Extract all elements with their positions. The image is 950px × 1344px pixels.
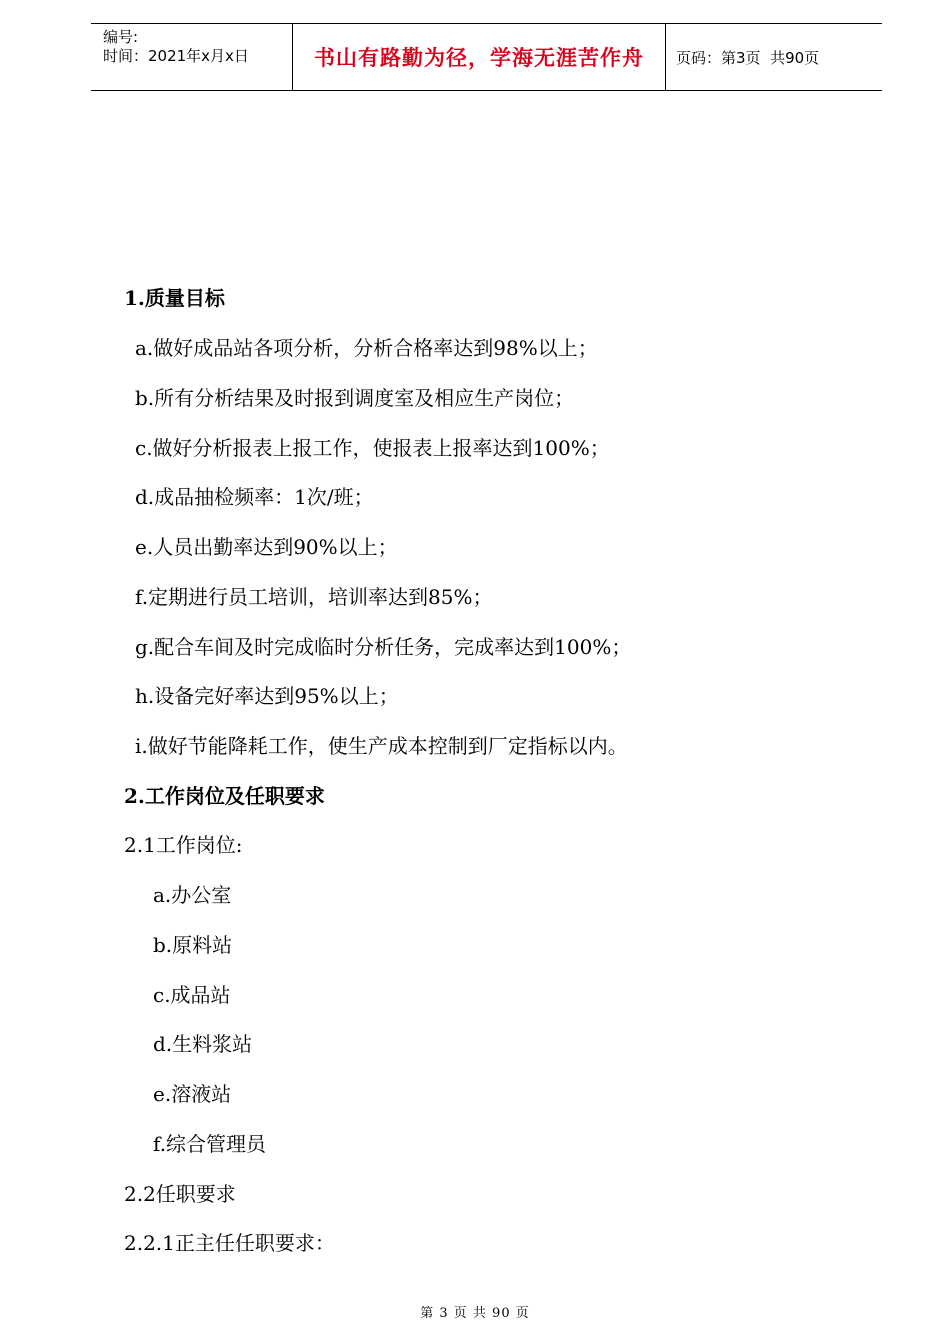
goal-item: d.成品抽检频率：1次/班； bbox=[135, 485, 374, 509]
goal-item: g.配合车间及时完成临时分析任务，完成率达到100%； bbox=[135, 635, 632, 659]
position-item: b.原料站 bbox=[153, 933, 233, 957]
header-motto-cell bbox=[293, 24, 666, 90]
header-page-number: 页码：第3页 共90页 bbox=[676, 48, 820, 67]
header-motto: 书山有路勤为径，学海无涯苦作舟 bbox=[314, 45, 644, 70]
header-page-cell bbox=[666, 24, 882, 90]
position-item: d.生料浆站 bbox=[153, 1032, 253, 1056]
document-number-label: 编号: bbox=[103, 28, 139, 46]
header-info-cell bbox=[91, 24, 293, 90]
position-item: a.办公室 bbox=[153, 883, 232, 907]
goal-item: b.所有分析结果及时报到调度室及相应生产岗位； bbox=[135, 386, 575, 410]
subsection-2-2-1-title: 2.2.1正主任任职要求： bbox=[124, 1231, 335, 1255]
page-header bbox=[91, 23, 882, 91]
goal-item: i.做好节能降耗工作，使生产成本控制到厂定指标以内。 bbox=[135, 734, 628, 758]
section-1-title: 1.质量目标 bbox=[124, 286, 225, 310]
footer-page-number: 第 3 页 共 90 页 bbox=[420, 1306, 530, 1321]
document-date-label: 时间：2021年x月x日 bbox=[103, 47, 249, 65]
subsection-2-1-title: 2.1工作岗位: bbox=[124, 833, 243, 857]
goal-item: h.设备完好率达到95%以上； bbox=[135, 684, 399, 708]
subsection-2-2-title: 2.2任职要求 bbox=[124, 1182, 236, 1206]
position-item: e.溶液站 bbox=[153, 1082, 232, 1106]
position-item: c.成品站 bbox=[153, 983, 231, 1007]
goal-item: c.做好分析报表上报工作，使报表上报率达到100%； bbox=[135, 436, 610, 460]
section-2-title: 2.工作岗位及任职要求 bbox=[124, 784, 325, 808]
goal-item: a.做好成品站各项分析，分析合格率达到98%以上； bbox=[135, 336, 598, 360]
page-footer bbox=[0, 1302, 950, 1321]
goal-item: f.定期进行员工培训，培训率达到85%； bbox=[135, 585, 493, 609]
position-item: f.综合管理员 bbox=[153, 1132, 267, 1156]
goal-item: e.人员出勤率达到90%以上； bbox=[135, 535, 398, 559]
